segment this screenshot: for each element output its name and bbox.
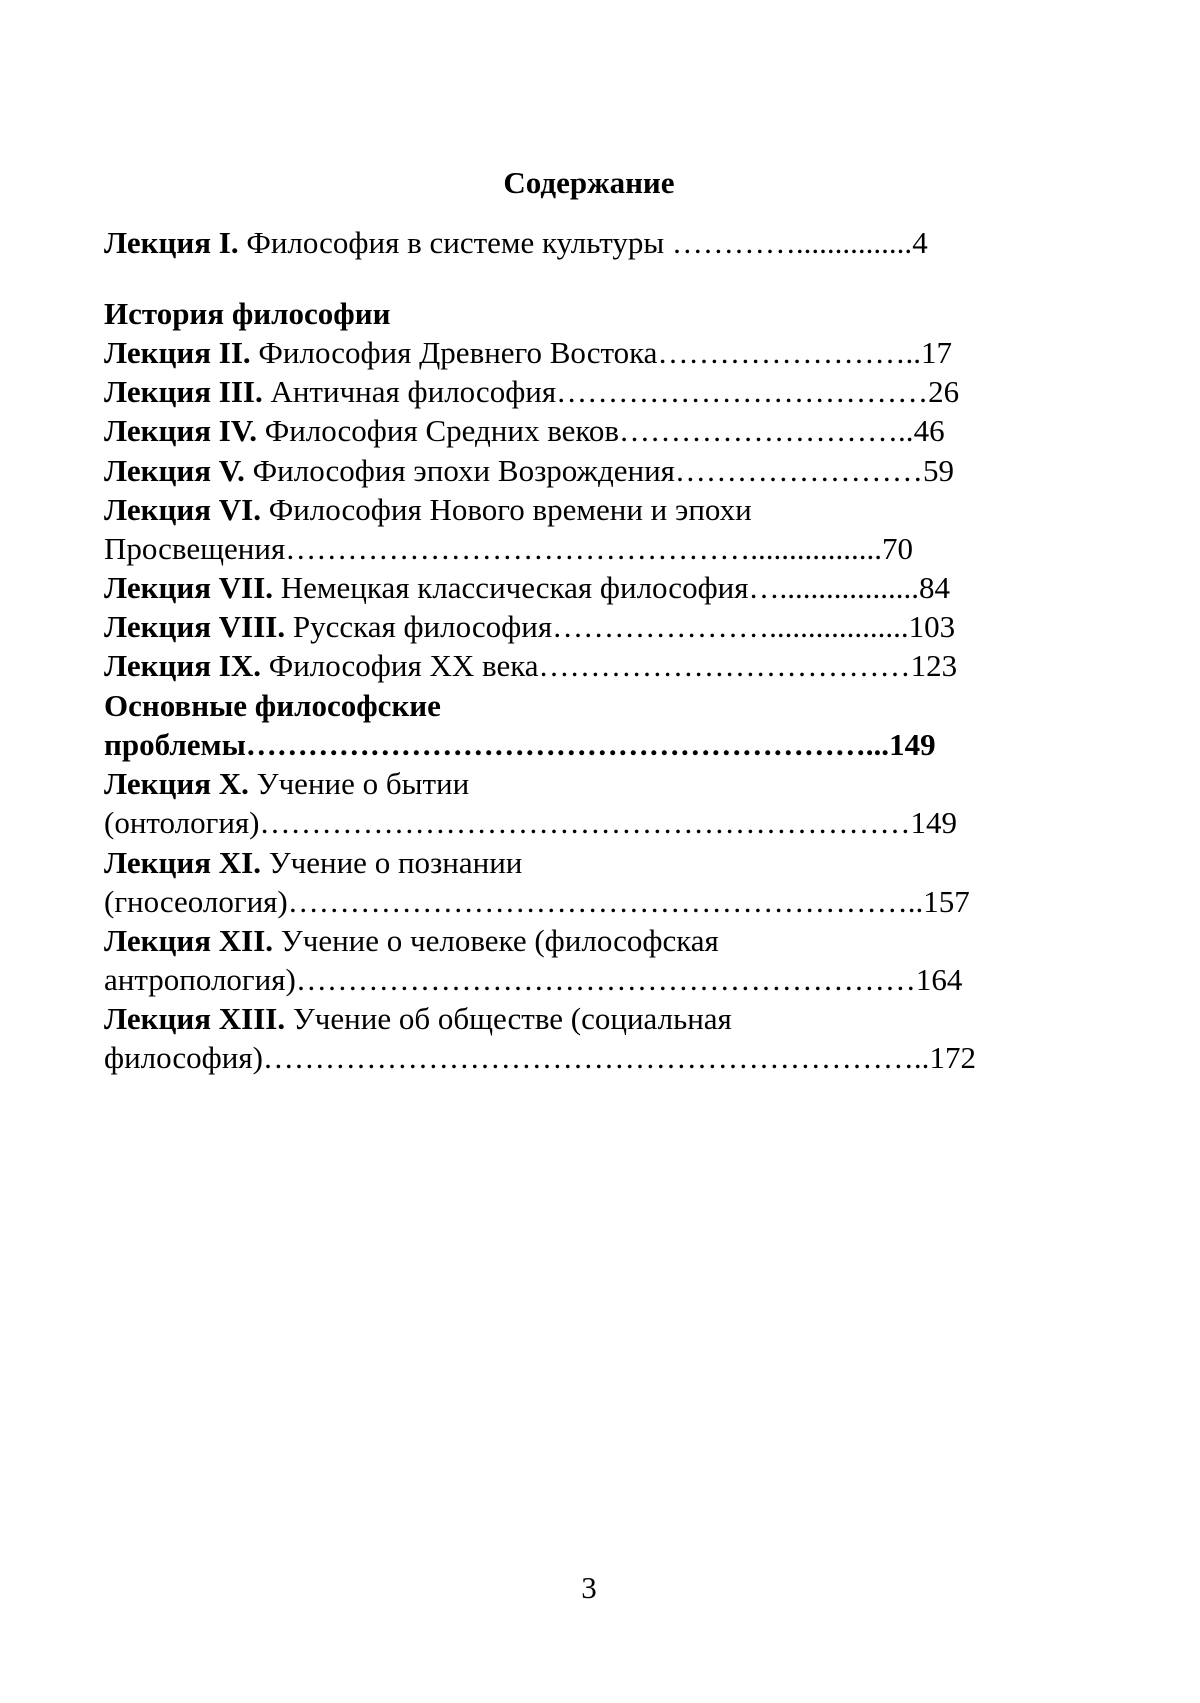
toc-entry-lecture-10	[104, 764, 469, 804]
toc-entry-label: Лекция VII.	[104, 570, 274, 605]
toc-entry-text: Русская философия…………………..................	[285, 609, 909, 644]
toc-entry-lecture-10-cont	[104, 803, 957, 843]
toc-entry-lecture-11-cont	[104, 882, 970, 922]
toc-entry-lecture-3	[104, 372, 959, 412]
toc-section-problems: Основные философские	[104, 688, 441, 723]
toc-entry-label: Лекция V.	[104, 453, 245, 488]
toc-entry-page: 84	[919, 570, 951, 605]
toc-entry-page: 17	[920, 335, 952, 370]
toc-entry-lecture-12-cont	[104, 960, 962, 1000]
toc-entry-text: Философия в системе культуры …………...............	[238, 225, 913, 260]
toc-entry-label: Лекция IX.	[104, 648, 261, 683]
toc-entry-text: Философия Древнего Востока……………………..	[250, 335, 921, 370]
page-title: Содержание	[503, 165, 675, 200]
toc-entry-text: Немецкая классическая философия…..................	[273, 570, 920, 605]
toc-entry-lecture-12	[104, 921, 719, 961]
toc-entry-page: 70	[881, 531, 913, 566]
toc-entry-page: 149	[910, 805, 957, 840]
toc-entry-label: Лекция VI.	[104, 492, 261, 527]
toc-entry-page: 59	[922, 453, 954, 488]
toc-entry-lecture-5	[104, 451, 954, 491]
toc-entry-page: 157	[923, 884, 970, 919]
toc-entry-label: Лекция II.	[104, 335, 251, 370]
toc-entry-page: 103	[908, 609, 956, 644]
toc-entry-label: Лекция IV.	[104, 413, 257, 448]
toc-entry-text-cont: (гносеология)……………………………………………………..	[104, 884, 924, 919]
toc-entry-lecture-1	[104, 223, 928, 263]
toc-entry-label: Лекция XIII.	[104, 1001, 286, 1036]
toc-entry-text-cont: Просвещения……………………………………….................	[104, 531, 882, 566]
toc-entry-page: 26	[928, 374, 960, 409]
toc-section-problems-cont	[104, 725, 936, 765]
toc-entry-lecture-6	[104, 490, 752, 530]
toc-entry-lecture-9	[104, 646, 957, 686]
toc-entry-text: Античная философия………………………………	[262, 374, 929, 409]
toc-entry-page: 164	[915, 962, 963, 997]
toc-entry-label: Лекция XII.	[104, 923, 274, 958]
toc-entry-lecture-11	[104, 843, 522, 883]
toc-entry-label: Лекция XI.	[104, 845, 261, 880]
toc-entry-label: Лекция I.	[104, 225, 239, 260]
toc-entry-lecture-4	[104, 411, 945, 451]
toc-entry-page: 149	[889, 727, 936, 762]
toc-entry-lecture-6-cont	[104, 529, 913, 569]
toc-entry-label: Лекция X.	[104, 766, 249, 801]
toc-entry-lecture-8	[104, 607, 955, 647]
toc-entry-lecture-13-cont	[104, 1038, 976, 1078]
toc-entry-text: Учение о бытии	[248, 766, 470, 801]
toc-section-text-cont: проблемы……………………………………………………...	[104, 727, 890, 762]
toc-entry-text: Учение о человеке (философская	[273, 923, 719, 958]
toc-entry-text: Философия Нового времени и эпохи	[260, 492, 752, 527]
toc-section-history: История философии	[104, 296, 391, 331]
toc-entry-lecture-7	[104, 568, 950, 608]
toc-entry-label: Лекция VIII.	[104, 609, 286, 644]
page-number: 3	[581, 1570, 597, 1605]
toc-entry-label: Лекция III.	[104, 374, 263, 409]
toc-entry-text-cont: (онтология)………………………………………………………	[104, 805, 911, 840]
toc-entry-text: Философия эпохи Возрождения……………………	[244, 453, 923, 488]
toc-entry-text: Учение об обществе (социальная	[285, 1001, 732, 1036]
toc-entry-text: Философия Средних веков………………………..	[256, 413, 914, 448]
toc-entry-page: 123	[910, 648, 958, 683]
toc-entry-lecture-13	[104, 999, 732, 1039]
toc-entry-page: 172	[929, 1040, 976, 1075]
toc-entry-text: Учение о познании	[260, 845, 523, 880]
toc-entry-page: 46	[913, 413, 945, 448]
toc-entry-text: Философия XX века………………………………	[260, 648, 911, 683]
toc-entry-text-cont: антропология)……………………………………………………	[104, 962, 916, 997]
toc-entry-text-cont: философия)………………………………………………………..	[104, 1040, 930, 1075]
toc-entry-lecture-2	[104, 333, 952, 373]
toc-entry-page: 4	[912, 225, 928, 260]
